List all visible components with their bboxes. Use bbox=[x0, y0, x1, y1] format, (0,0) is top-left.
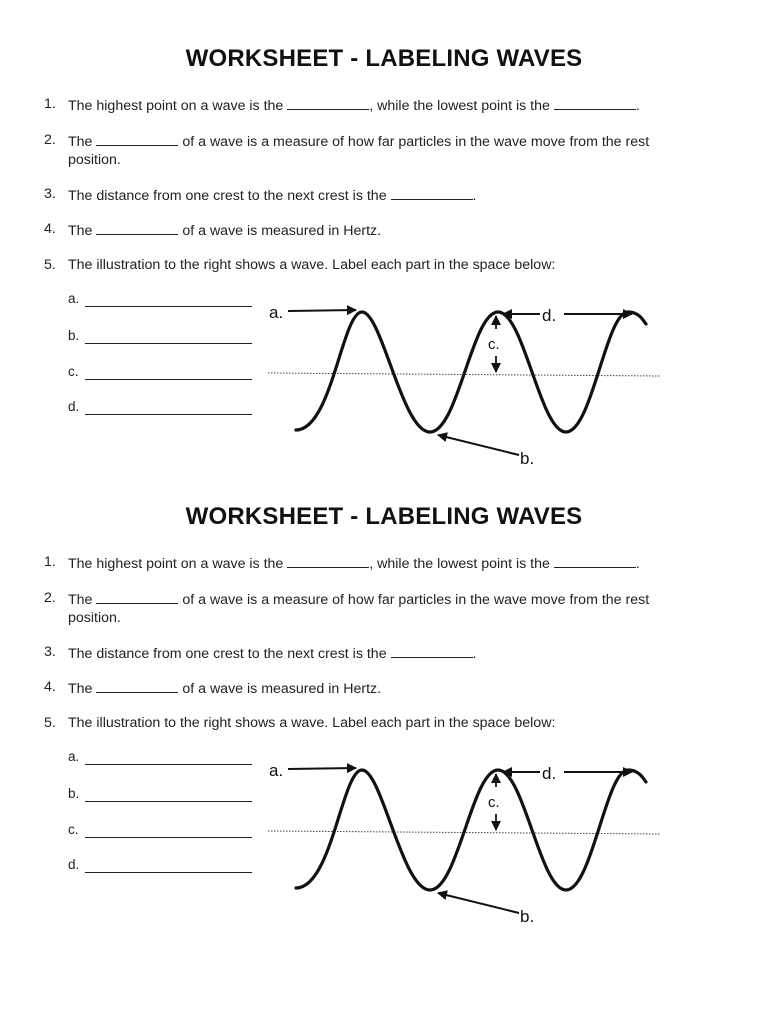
question-text: . bbox=[635, 556, 640, 572]
answer-line-c bbox=[68, 364, 258, 382]
answer-blank bbox=[96, 678, 178, 693]
answer-line-b bbox=[68, 786, 258, 804]
label-a: a. bbox=[269, 303, 284, 322]
worksheet-copy-1 bbox=[0, 0, 768, 468]
question-text: The distance from one crest to the next crest is the bbox=[68, 646, 391, 662]
answer-label: a. bbox=[68, 749, 80, 764]
question-text: , while the lowest point is the bbox=[369, 556, 554, 572]
question-5 bbox=[44, 714, 704, 732]
question-number: 3. bbox=[44, 644, 56, 660]
question-text: . bbox=[472, 646, 477, 662]
answer-blank bbox=[287, 95, 369, 110]
question-number: 5. bbox=[44, 257, 56, 273]
arrow-a bbox=[288, 310, 356, 311]
arrow-b bbox=[438, 893, 519, 913]
question-2 bbox=[44, 131, 704, 169]
question-text: The distance from one crest to the next crest is the bbox=[68, 188, 391, 204]
question-2 bbox=[44, 589, 704, 627]
question-number: 2. bbox=[44, 590, 56, 606]
question-text: . bbox=[635, 98, 640, 114]
answer-line bbox=[85, 414, 252, 415]
answer-blank bbox=[96, 589, 178, 604]
answer-blank bbox=[96, 220, 178, 235]
answer-line-b bbox=[68, 328, 258, 346]
answer-line-d bbox=[68, 857, 258, 875]
answer-label: d. bbox=[68, 399, 80, 414]
wave-curve bbox=[296, 770, 646, 890]
question-text: , while the lowest point is the bbox=[369, 98, 554, 114]
answer-line-d bbox=[68, 399, 258, 417]
question-1 bbox=[44, 553, 704, 573]
label-a: a. bbox=[269, 761, 284, 780]
question-text: of a wave is measured in Hertz. bbox=[178, 223, 382, 239]
question-text: of a wave is a measure of how far particles in the wave move from the rest position. bbox=[68, 592, 650, 626]
question-text: The illustration to the right shows a wave. Label each part in the space below: bbox=[68, 715, 556, 731]
label-d: d. bbox=[542, 306, 557, 325]
answer-line bbox=[85, 343, 252, 344]
answer-line-a bbox=[68, 749, 258, 767]
wave-diagram bbox=[262, 750, 662, 930]
answer-blank bbox=[391, 643, 473, 658]
question-number: 1. bbox=[44, 96, 56, 112]
answer-label: a. bbox=[68, 291, 80, 306]
question-text: The bbox=[68, 134, 97, 150]
question-text: The bbox=[68, 592, 97, 608]
answer-label: c. bbox=[68, 364, 79, 379]
question-text: of a wave is a measure of how far particles in the wave move from the rest position. bbox=[68, 134, 650, 168]
answer-label: d. bbox=[68, 857, 80, 872]
worksheet-title: WORKSHEET - LABELING WAVES bbox=[185, 503, 583, 530]
answer-label: c. bbox=[68, 822, 79, 837]
label-b: b. bbox=[520, 907, 535, 926]
label-c: c. bbox=[488, 794, 500, 811]
question-text: of a wave is measured in Hertz. bbox=[178, 681, 382, 697]
answer-line-c bbox=[68, 822, 258, 840]
answer-line-a bbox=[68, 291, 258, 309]
answer-blank bbox=[554, 553, 636, 568]
worksheet-title: WORKSHEET - LABELING WAVES bbox=[185, 45, 583, 72]
answer-label: b. bbox=[68, 328, 80, 343]
question-text: The illustration to the right shows a wave. Label each part in the space below: bbox=[68, 257, 556, 273]
question-3 bbox=[44, 643, 704, 663]
answer-line bbox=[85, 379, 252, 380]
answer-line bbox=[85, 306, 252, 307]
answer-line bbox=[85, 801, 252, 802]
label-c: c. bbox=[488, 336, 500, 353]
question-number: 4. bbox=[44, 679, 56, 695]
question-number: 3. bbox=[44, 186, 56, 202]
arrow-b bbox=[438, 435, 519, 455]
worksheet-copy-2 bbox=[0, 458, 768, 926]
answer-line bbox=[85, 872, 252, 873]
answer-line bbox=[85, 837, 252, 838]
question-number: 1. bbox=[44, 554, 56, 570]
answer-line bbox=[85, 764, 252, 765]
question-text: The bbox=[68, 681, 97, 697]
question-1 bbox=[44, 95, 704, 115]
question-text: . bbox=[472, 188, 477, 204]
answer-blank bbox=[554, 95, 636, 110]
question-number: 2. bbox=[44, 132, 56, 148]
arrow-a bbox=[288, 768, 356, 769]
label-b: b. bbox=[520, 449, 535, 468]
wave-diagram bbox=[262, 292, 662, 472]
question-number: 5. bbox=[44, 715, 56, 731]
question-text: The bbox=[68, 223, 97, 239]
answer-blank bbox=[287, 553, 369, 568]
question-5 bbox=[44, 256, 704, 274]
answer-blank bbox=[391, 185, 473, 200]
answer-blank bbox=[96, 131, 178, 146]
label-d: d. bbox=[542, 764, 557, 783]
question-4 bbox=[44, 678, 704, 698]
question-text: The highest point on a wave is the bbox=[68, 556, 288, 572]
wave-curve bbox=[296, 312, 646, 432]
question-number: 4. bbox=[44, 221, 56, 237]
question-3 bbox=[44, 185, 704, 205]
question-text: The highest point on a wave is the bbox=[68, 98, 288, 114]
answer-label: b. bbox=[68, 786, 80, 801]
question-4 bbox=[44, 220, 704, 240]
